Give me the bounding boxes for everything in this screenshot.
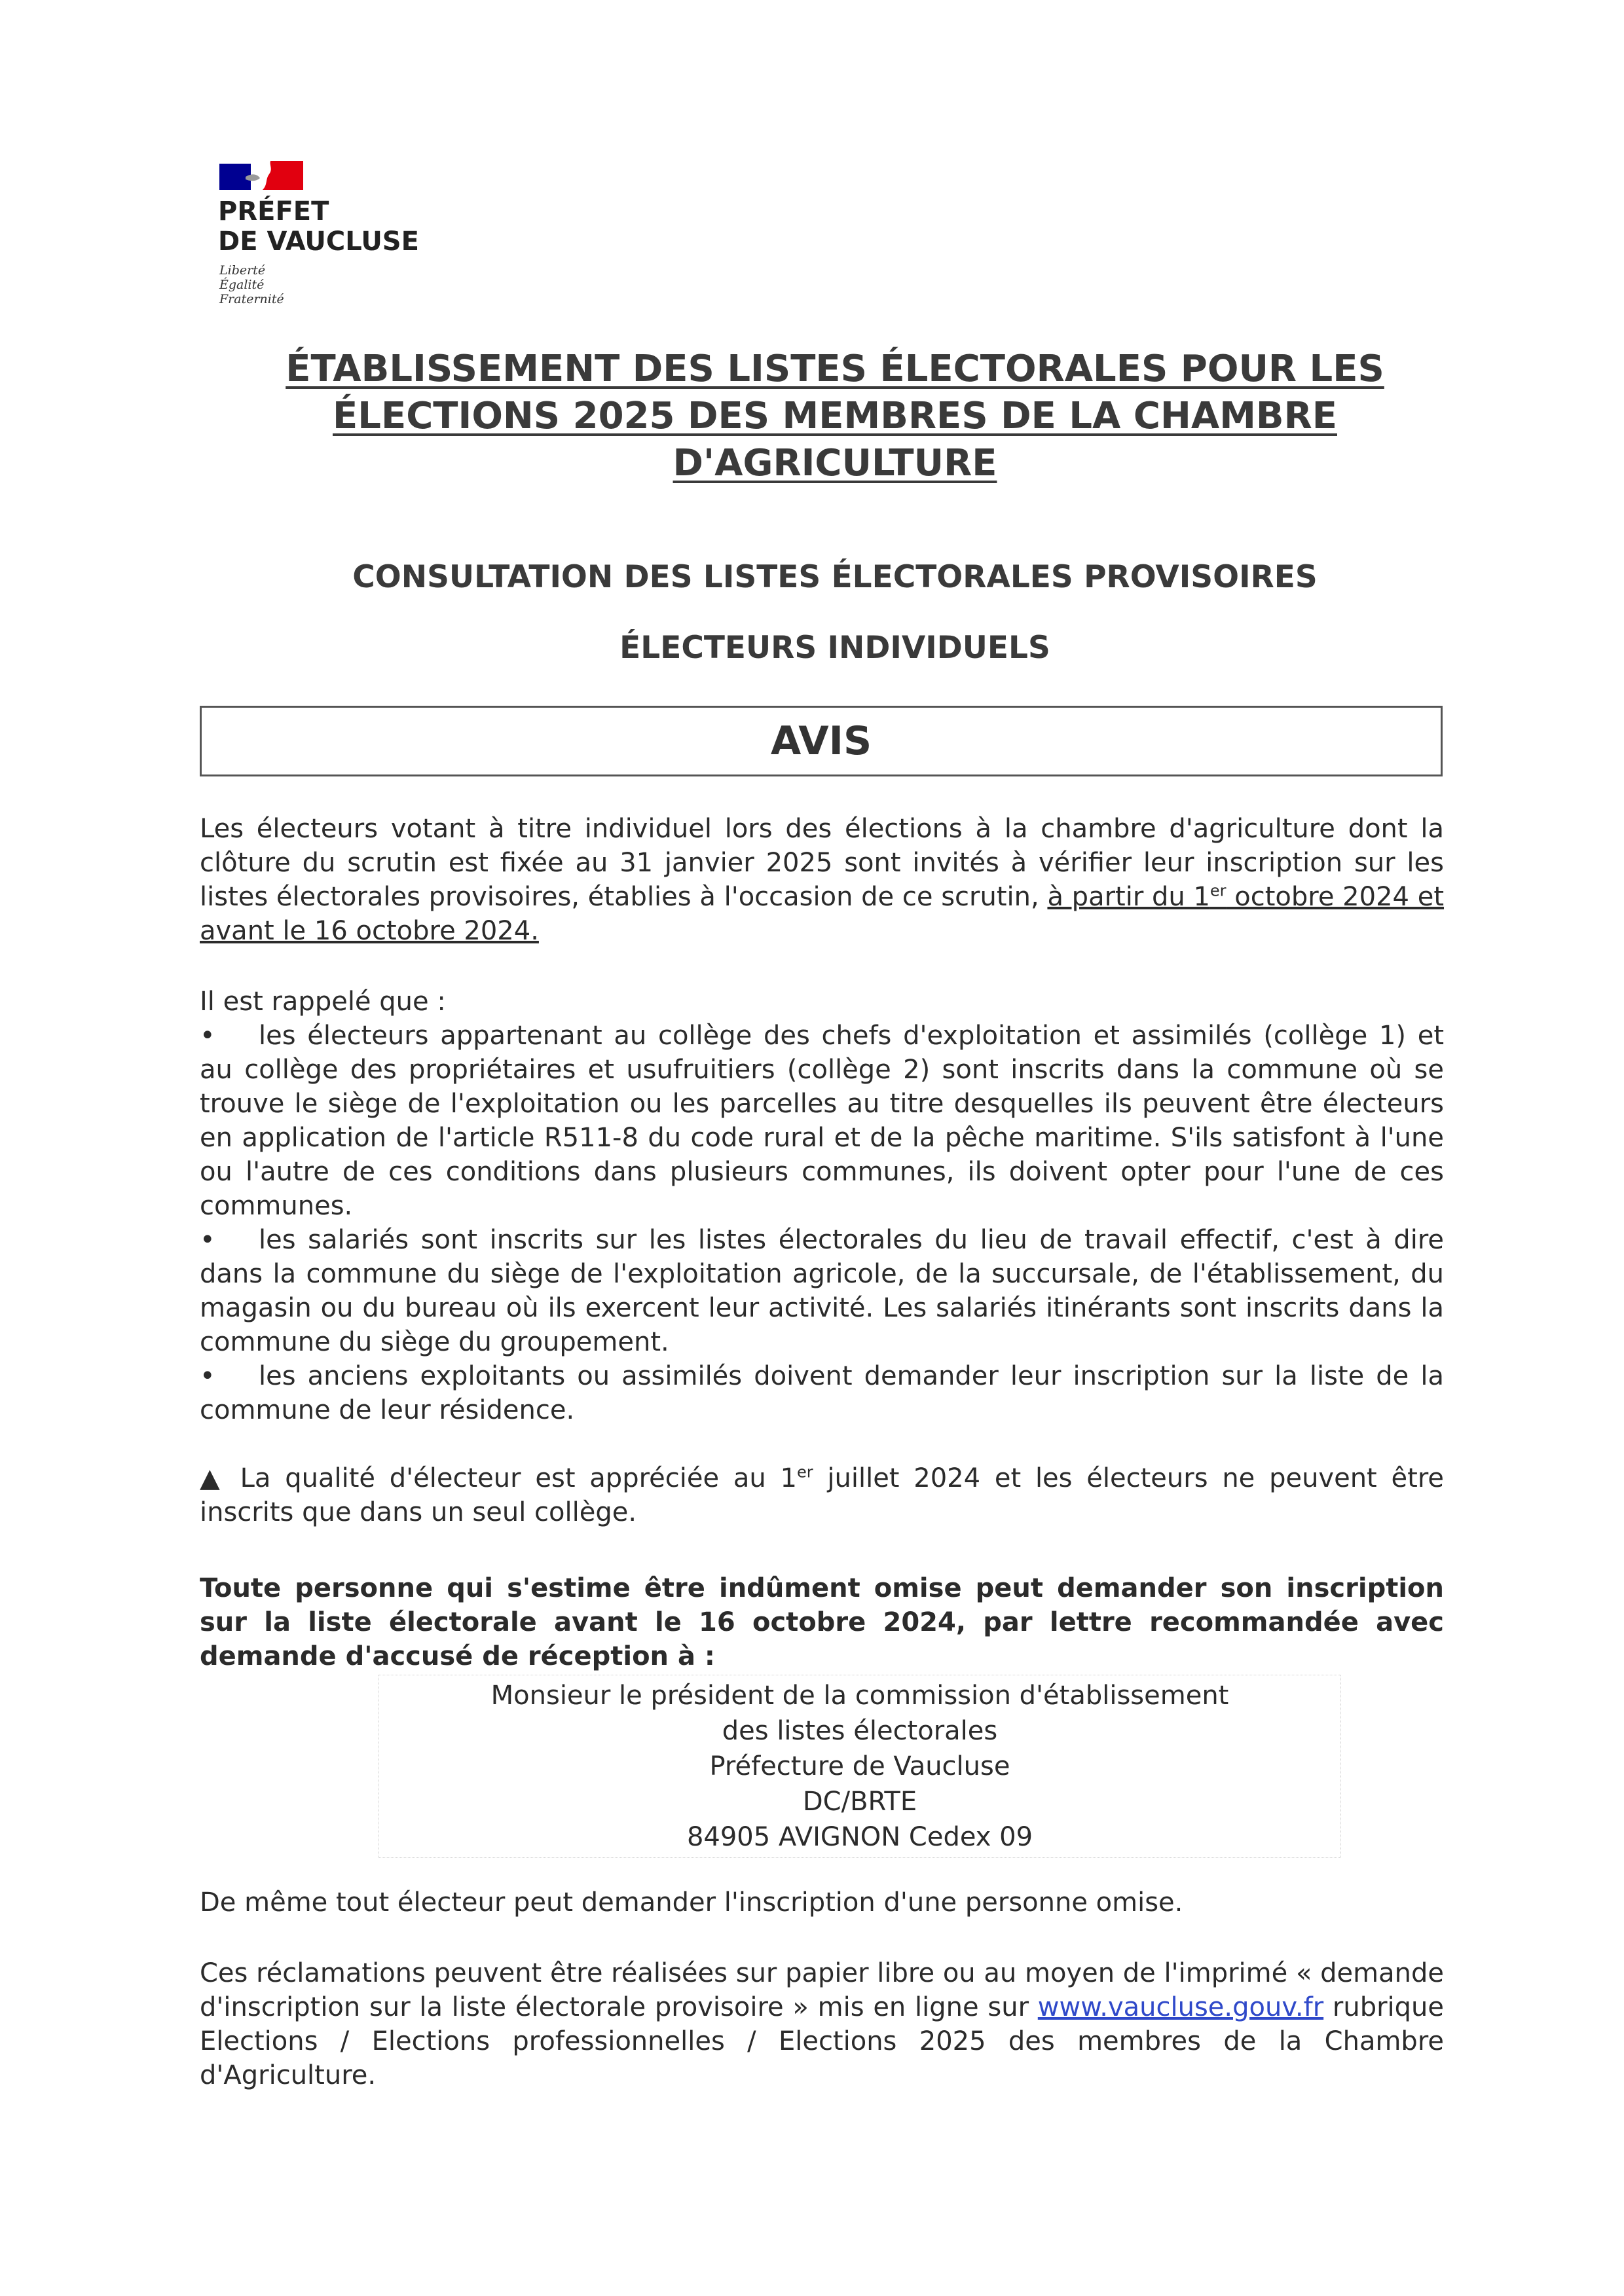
avis-box <box>200 706 1443 776</box>
address-line: 84905 AVIGNON Cedex 09 <box>686 1822 1033 1852</box>
address-line: Préfecture de Vaucluse <box>709 1751 1010 1781</box>
title-line3: D'AGRICULTURE <box>673 442 997 484</box>
bullet-text-3: les anciens exploitants ou assimilés doivent demander leur inscription sur la liste de la commune de leur résidence. <box>200 1361 1444 1425</box>
list-item <box>200 1223 1444 1359</box>
de-meme-paragraph: De même tout électeur peut demander l'inscription d'une personne omise. <box>200 1887 1183 1918</box>
address-box <box>378 1675 1341 1858</box>
intro-text: Les électeurs votant à titre individuel lors des élections à la chambre d'agriculture dont la clôture du scrutin est fixée au 31 janvier 2025 sont invités à vérifier leur inscription sur les listes électorales provisoires, établies à l'occasion de ce scrutin, <box>200 814 1444 912</box>
avis-heading: AVIS <box>770 718 872 764</box>
qualite-paragraph: ▲ La qualité d'électeur est appréciée au 1er juillet 2024 et les électeurs ne peuvent être inscrits que dans un seul collège. <box>200 1463 1444 1527</box>
title-line1: ÉTABLISSEMENT DES LISTES ÉLECTORALES POUR LES <box>286 348 1384 390</box>
motto-liberte: Liberté <box>219 263 266 278</box>
address-line: Monsieur le président de la commission d'établissement <box>490 1681 1229 1711</box>
prefet-logo-text <box>218 196 419 257</box>
list-item <box>200 1019 1444 1223</box>
vaucluse-website-link[interactable]: www.vaucluse.gouv.fr <box>1037 1992 1324 2022</box>
document-title <box>196 346 1473 487</box>
marianne-flag-logo <box>219 161 303 192</box>
logo-line1: PRÉFET <box>218 196 329 227</box>
omission-paragraph: Toute personne qui s'estime être indûment omise peut demander son inscription sur la liste électorale avant le 16 octobre 2024, par lettre recommandée avec demande d'accusé de réception à : <box>200 1573 1444 1671</box>
motto-fraternite: Fraternité <box>219 292 284 306</box>
address-line: des listes électorales <box>722 1716 998 1746</box>
intro-paragraph <box>200 812 1444 948</box>
bullet-text-1: les électeurs appartenant au collège des chefs d'exploitation et assimilés (collège 1) et au collège des propriétaires et usufruitiers (collège 2) sont inscrits dans la commune où se trouve le siège de l'exploitation ou les parcelles au titre desquelles ils peuvent être électeurs en application de l'article R511-8 du code rural et de la pêche maritime. S'ils satisfont à l'une ou l'autre de ces conditions dans plusieurs communes, ils doivent opter pour l'une de ces communes. <box>200 1021 1444 1221</box>
republic-motto <box>219 263 284 306</box>
subtitle-electeurs: ÉLECTEURS INDIVIDUELS <box>619 630 1050 666</box>
address-line: DC/BRTE <box>802 1787 917 1817</box>
warning-triangle-icon: ▲ <box>200 1463 226 1493</box>
intro-date-range: à partir du 1er octobre 2024 et avant le 16 octobre 2024. <box>200 881 1445 946</box>
bullet-text-2: les salariés sont inscrits sur les listes électorales du lieu de travail effectif, c'est à dire dans la commune du siège de l'exploitation agricole, de la succursale, de l'établissement, du magasin ou du bureau où ils exercent leur activité. Les salariés itinérants sont inscrits dans la commune du siège du groupement. <box>200 1225 1444 1357</box>
bullet-icon: • <box>200 1361 215 1391</box>
motto-egalite: Égalité <box>219 278 265 292</box>
bullet-icon: • <box>200 1225 215 1255</box>
logo-line2: DE VAUCLUSE <box>218 227 419 257</box>
title-line2: ÉLECTIONS 2025 DES MEMBRES DE LA CHAMBRE <box>333 395 1337 437</box>
rappel-heading: Il est rappelé que : <box>200 987 446 1017</box>
bullet-icon: • <box>200 1021 215 1051</box>
list-item <box>200 1359 1444 1427</box>
subtitle: CONSULTATION DES LISTES ÉLECTORALES PROVISOIRES <box>352 559 1318 595</box>
reclamations-paragraph: Ces réclamations peuvent être réalisées sur papier libre ou au moyen de l'imprimé « demande d'inscription sur la liste électorale provisoire » mis en ligne sur www.vaucluse.gouv.fr rubrique Elections / Elections professionnelles / Elections 2025 des membres de la Chambre d'Agriculture. <box>200 1958 1445 2090</box>
